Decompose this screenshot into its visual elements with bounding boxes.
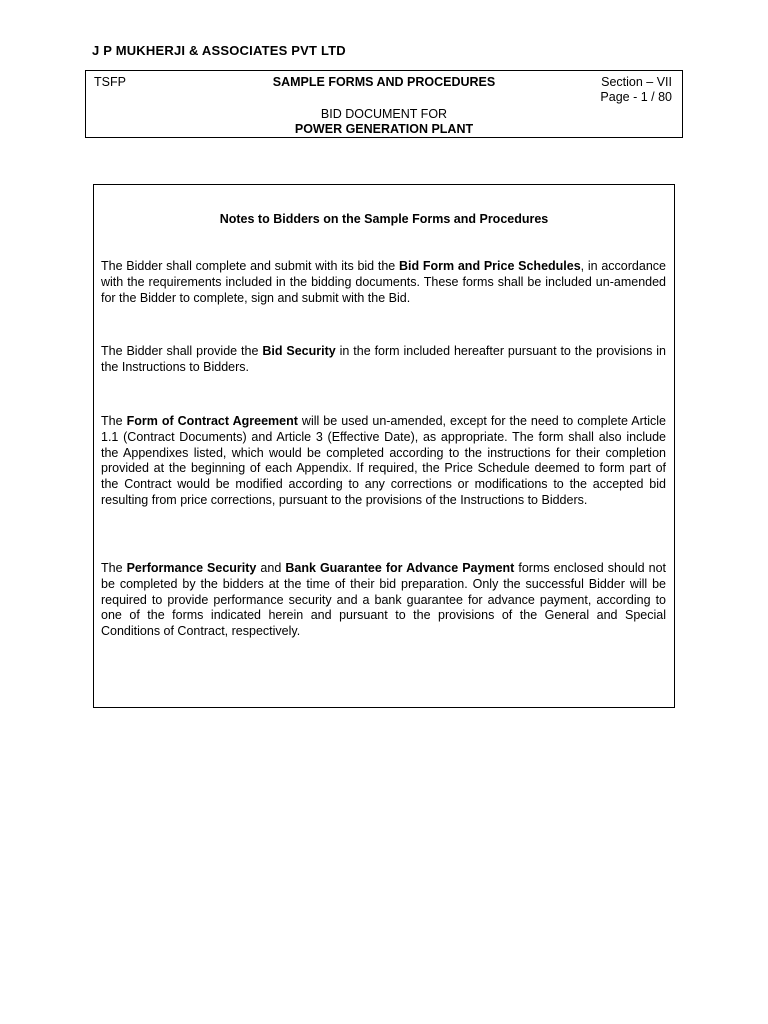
- p4-text-start: The: [101, 561, 127, 575]
- project-name: POWER GENERATION PLANT: [294, 122, 474, 136]
- document-code: TSFP: [94, 75, 126, 89]
- p4-bold-term-1: Performance Security: [126, 561, 257, 575]
- p4-text-mid: and: [256, 561, 286, 575]
- p3-text-start: The: [101, 414, 127, 428]
- paragraph-contract-agreement: [101, 414, 666, 509]
- paragraph-bid-security: [101, 344, 666, 376]
- document-title: SAMPLE FORMS AND PROCEDURES: [272, 75, 496, 89]
- page-number: Page - 1 / 80: [600, 90, 672, 104]
- document-subtitle: BID DOCUMENT FOR: [320, 107, 448, 121]
- p2-text-end: in the form included hereafter pursuant to the provisions in the Instructions to Bidders.: [101, 344, 667, 374]
- document-header: [85, 70, 683, 138]
- p3-bold-term: Form of Contract Agreement: [126, 414, 298, 428]
- p1-text-start: The Bidder shall complete and submit with its bid the: [101, 259, 399, 273]
- paragraph-performance-security: [101, 561, 666, 640]
- section-page-info: [600, 75, 672, 105]
- p1-bold-term: Bid Form and Price Schedules: [398, 259, 581, 273]
- p2-bold-term: Bid Security: [262, 344, 336, 358]
- p4-bold-term-2: Bank Guarantee for Advance Payment: [285, 561, 515, 575]
- p4-text-end: forms enclosed should not be completed by the bidders at the time of their bid preparation. Only the successful Bidder will be required to provide performance security and a bank guarantee for advance payment, according to one of the forms indicated herein and pursuant to the provisions of the General and Special Conditions of Contract, respectively.: [101, 561, 666, 639]
- section-label: Section – VII: [601, 75, 672, 89]
- p1-text-end: , in accordance with the requirements included in the bidding documents. These forms shall be included un-amended for the Bidder to complete, sign and submit with the Bid.: [101, 259, 666, 305]
- company-name: J P MUKHERJI & ASSOCIATES PVT LTD: [92, 43, 346, 58]
- p3-text-end: will be used un-amended, except for the need to complete Article 1.1 (Contract Documents) and Article 3 (Effective Date), as appropriate. The form shall also include the Appendixes listed, which would be completed according to the instructions for their completion provided at the beginning of each Appendix. If required, the Price Schedule deemed to form part of the Contract would be modified according to any corrections or modifications to the accepted bid resulting from price corrections, pursuant to the provisions of the Instructions to Bidders.: [101, 414, 666, 507]
- p2-text-start: The Bidder shall provide the: [101, 344, 263, 358]
- paragraph-bid-form: [101, 259, 666, 306]
- notes-title: Notes to Bidders on the Sample Forms and Procedures: [219, 212, 549, 226]
- notes-to-bidders-box: [93, 184, 675, 708]
